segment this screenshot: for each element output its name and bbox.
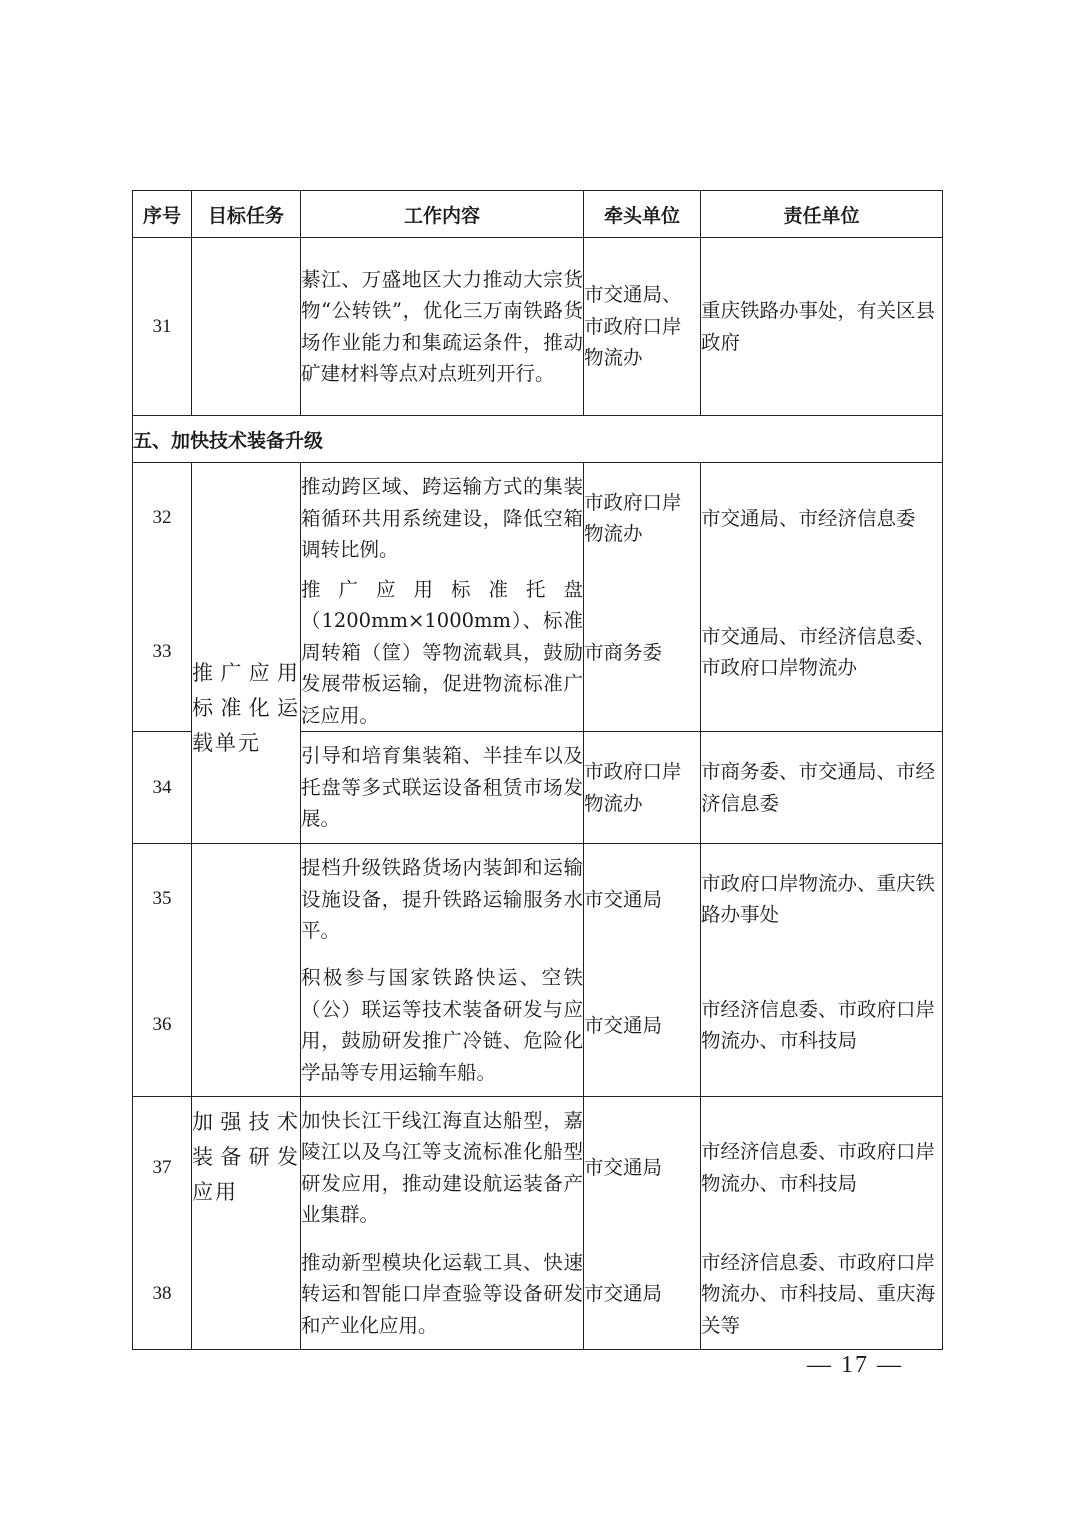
row-number: 34	[133, 732, 192, 844]
row-number: 32	[133, 463, 192, 574]
row-content: 綦江、万盛地区大力推动大宗货物“公转铁”，优化三万南铁路货场作业能力和集疏运条件，推动矿建材料等点对点班列开行。	[301, 238, 584, 416]
header-content: 工作内容	[301, 191, 584, 238]
row-lead-unit: 市交通局	[584, 955, 701, 1097]
row-number: 36	[133, 955, 192, 1097]
row-lead-unit: 市交通局、市政府口岸物流办	[584, 238, 701, 416]
table-row	[133, 238, 943, 416]
page-number: — 17 —	[807, 1352, 903, 1378]
table-row	[133, 463, 943, 574]
row-task	[192, 844, 301, 955]
table-header-row	[133, 191, 943, 238]
row-lead-unit: 市商务委	[584, 574, 701, 732]
row-number: 33	[133, 574, 192, 732]
row-content: 推动新型模块化运载工具、快速转运和智能口岸查验等设备研发和产业化应用。	[301, 1239, 584, 1350]
row-number: 35	[133, 844, 192, 955]
table-row	[133, 955, 943, 1097]
row-responsible-unit: 重庆铁路办事处，有关区县政府	[701, 238, 943, 416]
row-lead-unit: 市政府口岸物流办	[584, 463, 701, 574]
row-content: 积极参与国家铁路快运、空铁（公）联运等技术装备研发与应用，鼓励研发推广冷链、危险化学品等专用运输车船。	[301, 955, 584, 1097]
row-lead-unit: 市政府口岸物流办	[584, 732, 701, 844]
row-content: 引导和培育集装箱、半挂车以及托盘等多式联运设备租赁市场发展。	[301, 732, 584, 844]
task-table	[132, 190, 943, 1350]
section-row	[133, 416, 943, 463]
row-lead-unit: 市交通局	[584, 1239, 701, 1350]
row-content: 推动跨区域、跨运输方式的集装箱循环共用系统建设，降低空箱调转比例。	[301, 463, 584, 574]
row-responsible-unit: 市经济信息委、市政府口岸物流办、市科技局、重庆海关等	[701, 1239, 943, 1350]
row-responsible-unit: 市政府口岸物流办、重庆铁路办事处	[701, 844, 943, 955]
row-task	[192, 955, 301, 1097]
row-task	[192, 238, 301, 416]
table-row	[133, 1097, 943, 1239]
row-number: 37	[133, 1097, 192, 1239]
row-number: 38	[133, 1239, 192, 1350]
row-responsible-unit: 市经济信息委、市政府口岸物流办、市科技局	[701, 955, 943, 1097]
row-content: 加快长江干线江海直达船型，嘉陵江以及乌江等支流标准化船型研发应用，推动建设航运装备产业集群。	[301, 1097, 584, 1239]
row-lead-unit: 市交通局	[584, 1097, 701, 1239]
row-responsible-unit: 市经济信息委、市政府口岸物流办、市科技局	[701, 1097, 943, 1239]
header-lead: 牵头单位	[584, 191, 701, 238]
header-task: 目标任务	[192, 191, 301, 238]
row-responsible-unit: 市交通局、市经济信息委、市政府口岸物流办	[701, 574, 943, 732]
header-resp: 责任单位	[701, 191, 943, 238]
task-group-standardized-units: 推广应用标准化运载单元	[192, 463, 301, 844]
header-seq: 序号	[133, 191, 192, 238]
row-content: 提档升级铁路货场内装卸和运输设施设备，提升铁路运输服务水平。	[301, 844, 584, 955]
table-row	[133, 844, 943, 955]
row-responsible-unit: 市商务委、市交通局、市经济信息委	[701, 732, 943, 844]
row-lead-unit: 市交通局	[584, 844, 701, 955]
section-title: 五、加快技术装备升级	[133, 416, 943, 463]
row-responsible-unit: 市交通局、市经济信息委	[701, 463, 943, 574]
row-number: 31	[133, 238, 192, 416]
task-group-equipment-rd: 加强技术装备研发应用	[192, 1097, 301, 1350]
row-content: 推广应用标准托盘（1200mm×1000mm）、标准周转箱（筐）等物流载具，鼓励发展带板运输，促进物流标准广泛应用。	[301, 574, 584, 732]
